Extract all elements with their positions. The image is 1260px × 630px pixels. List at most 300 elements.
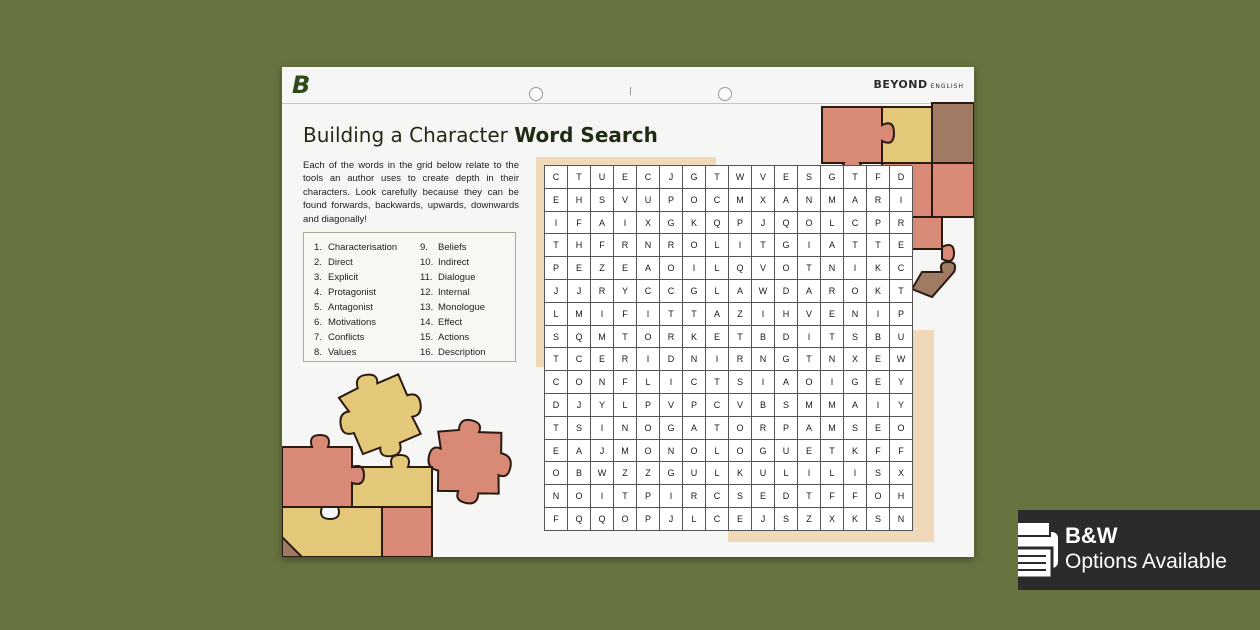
grid-cell: Z bbox=[637, 462, 660, 485]
word-list-item bbox=[314, 270, 397, 285]
grid-cell: O bbox=[775, 257, 798, 280]
grid-cell: S bbox=[591, 189, 614, 212]
grid-cell: D bbox=[890, 166, 913, 189]
page-title bbox=[303, 123, 658, 147]
word-list-item bbox=[420, 300, 486, 315]
grid-cell: Y bbox=[890, 394, 913, 417]
word-list-item bbox=[420, 270, 486, 285]
grid-cell: G bbox=[660, 212, 683, 235]
grid-cell: Z bbox=[729, 303, 752, 326]
word-list-item bbox=[314, 330, 397, 345]
grid-cell: D bbox=[775, 326, 798, 349]
grid-cell: U bbox=[637, 189, 660, 212]
grid-cell: P bbox=[890, 303, 913, 326]
grid-cell: B bbox=[568, 462, 591, 485]
word-text: Dialogue bbox=[438, 272, 476, 283]
word-text: Explicit bbox=[328, 272, 359, 283]
word-text: Protagonist bbox=[328, 287, 377, 298]
grid-cell: U bbox=[683, 462, 706, 485]
grid-cell: D bbox=[660, 348, 683, 371]
word-list-column-2 bbox=[420, 240, 486, 360]
word-text: Characterisation bbox=[328, 242, 398, 253]
grid-cell: S bbox=[867, 508, 890, 531]
grid-cell: O bbox=[568, 485, 591, 508]
grid-cell: F bbox=[867, 166, 890, 189]
grid-cell: I bbox=[890, 189, 913, 212]
title-bold: Word Search bbox=[514, 123, 658, 147]
word-text: Description bbox=[438, 347, 486, 358]
grid-cell: G bbox=[821, 166, 844, 189]
grid-cell: K bbox=[844, 508, 867, 531]
word-list-item bbox=[314, 345, 397, 360]
grid-cell: T bbox=[729, 326, 752, 349]
grid-cell: G bbox=[752, 440, 775, 463]
grid-cell: U bbox=[775, 440, 798, 463]
grid-cell: A bbox=[844, 189, 867, 212]
grid-cell: V bbox=[752, 257, 775, 280]
grid-cell: C bbox=[706, 394, 729, 417]
grid-cell: T bbox=[752, 234, 775, 257]
grid-cell: O bbox=[683, 189, 706, 212]
grid-cell: L bbox=[545, 303, 568, 326]
grid-cell: T bbox=[798, 257, 821, 280]
word-number: 6. bbox=[314, 317, 322, 328]
grid-cell: N bbox=[821, 257, 844, 280]
grid-cell: T bbox=[683, 303, 706, 326]
grid-cell: S bbox=[844, 326, 867, 349]
bw-options-badge bbox=[1018, 510, 1260, 590]
puzzle-piece-pink-icon bbox=[421, 413, 518, 510]
word-number: 15. bbox=[420, 332, 434, 343]
grid-cell: I bbox=[591, 303, 614, 326]
grid-cell: O bbox=[729, 440, 752, 463]
brand-main: BEYOND bbox=[873, 78, 928, 91]
grid-cell: O bbox=[729, 417, 752, 440]
grid-cell: N bbox=[752, 348, 775, 371]
grid-cell: M bbox=[798, 394, 821, 417]
grid-cell: N bbox=[821, 348, 844, 371]
grid-cell: M bbox=[821, 417, 844, 440]
grid-cell: U bbox=[752, 462, 775, 485]
grid-cell: E bbox=[568, 257, 591, 280]
brand-sub: ENGLISH bbox=[930, 83, 964, 90]
grid-cell: L bbox=[706, 257, 729, 280]
grid-cell: L bbox=[775, 462, 798, 485]
word-list-item bbox=[420, 255, 486, 270]
grid-cell: R bbox=[821, 280, 844, 303]
grid-cell: W bbox=[890, 348, 913, 371]
grid-cell: G bbox=[660, 417, 683, 440]
grid-cell: P bbox=[637, 508, 660, 531]
grid-cell: S bbox=[844, 417, 867, 440]
grid-cell: R bbox=[867, 189, 890, 212]
grid-cell: I bbox=[798, 234, 821, 257]
grid-cell: S bbox=[798, 166, 821, 189]
grid-cell: Y bbox=[614, 280, 637, 303]
grid-cell: J bbox=[568, 280, 591, 303]
grid-cell: Q bbox=[568, 326, 591, 349]
grid-cell: N bbox=[591, 371, 614, 394]
grid-cell: S bbox=[775, 508, 798, 531]
grid-cell: U bbox=[591, 166, 614, 189]
grid-cell: N bbox=[798, 189, 821, 212]
grid-cell: D bbox=[545, 394, 568, 417]
grid-cell: K bbox=[683, 326, 706, 349]
grid-cell: T bbox=[890, 280, 913, 303]
word-number: 14. bbox=[420, 317, 434, 328]
grid-cell: L bbox=[821, 462, 844, 485]
grid-cell: C bbox=[683, 371, 706, 394]
grid-cell: H bbox=[775, 303, 798, 326]
grid-cell: S bbox=[729, 371, 752, 394]
grid-cell: I bbox=[660, 371, 683, 394]
grid-cell: E bbox=[545, 440, 568, 463]
grid-cell: C bbox=[890, 257, 913, 280]
word-text: Indirect bbox=[438, 257, 470, 268]
grid-cell: J bbox=[591, 440, 614, 463]
grid-cell: Q bbox=[729, 257, 752, 280]
grid-cell: B bbox=[752, 326, 775, 349]
worksheet-page bbox=[282, 67, 974, 557]
badge-title: B&W bbox=[1065, 523, 1118, 548]
grid-cell: A bbox=[706, 303, 729, 326]
word-number: 4. bbox=[314, 287, 322, 298]
grid-cell: L bbox=[637, 371, 660, 394]
grid-cell: D bbox=[775, 280, 798, 303]
grid-cell: H bbox=[890, 485, 913, 508]
grid-cell: X bbox=[752, 189, 775, 212]
grid-cell: I bbox=[614, 212, 637, 235]
grid-cell: O bbox=[798, 212, 821, 235]
grid-cell: R bbox=[614, 348, 637, 371]
grid-cell: W bbox=[591, 462, 614, 485]
instructions-text: Each of the words in the grid below relate to the tools an author uses to create depth in their characters. Look carefully because they can be found forwards, backwards, upwards, downwards and diagonally! bbox=[303, 160, 519, 225]
grid-cell: Q bbox=[591, 508, 614, 531]
grid-cell: C bbox=[844, 212, 867, 235]
word-text: Conflicts bbox=[328, 332, 365, 343]
grid-cell: I bbox=[683, 257, 706, 280]
word-list-item bbox=[314, 315, 397, 330]
word-text: Motivations bbox=[328, 317, 377, 328]
grid-cell: E bbox=[821, 303, 844, 326]
grid-cell: W bbox=[729, 166, 752, 189]
grid-cell: G bbox=[660, 462, 683, 485]
grid-cell: F bbox=[545, 508, 568, 531]
grid-cell: S bbox=[729, 485, 752, 508]
grid-cell: S bbox=[568, 417, 591, 440]
word-number: 5. bbox=[314, 302, 322, 313]
grid-cell: N bbox=[660, 440, 683, 463]
grid-cell: S bbox=[867, 462, 890, 485]
grid-cell: R bbox=[752, 417, 775, 440]
grid-cell: N bbox=[614, 417, 637, 440]
word-number: 8. bbox=[314, 347, 322, 358]
grid-cell: R bbox=[729, 348, 752, 371]
word-text: Values bbox=[328, 347, 357, 358]
grid-cell: T bbox=[706, 417, 729, 440]
grid-cell: I bbox=[798, 462, 821, 485]
grid-cell: W bbox=[752, 280, 775, 303]
word-number: 3. bbox=[314, 272, 322, 283]
grid-cell: P bbox=[637, 485, 660, 508]
grid-cell: R bbox=[591, 280, 614, 303]
grid-cell: F bbox=[821, 485, 844, 508]
grid-cell: Z bbox=[591, 257, 614, 280]
grid-cell: O bbox=[660, 257, 683, 280]
grid-cell: I bbox=[752, 303, 775, 326]
grid-cell: F bbox=[867, 440, 890, 463]
grid-cell: A bbox=[568, 440, 591, 463]
grid-cell: X bbox=[844, 348, 867, 371]
grid-cell: R bbox=[890, 212, 913, 235]
grid-cell: A bbox=[683, 417, 706, 440]
grid-cell: A bbox=[591, 212, 614, 235]
grid-cell: A bbox=[798, 280, 821, 303]
grid-cell: X bbox=[637, 212, 660, 235]
grid-cell: P bbox=[683, 394, 706, 417]
word-list-item bbox=[420, 315, 486, 330]
grid-cell: L bbox=[821, 212, 844, 235]
grid-cell: L bbox=[706, 234, 729, 257]
grid-cell: T bbox=[844, 234, 867, 257]
grid-cell: M bbox=[821, 189, 844, 212]
grid-cell: A bbox=[844, 394, 867, 417]
grid-cell: I bbox=[798, 326, 821, 349]
grid-cell: O bbox=[890, 417, 913, 440]
grid-cell: E bbox=[614, 257, 637, 280]
grid-cell: O bbox=[637, 417, 660, 440]
grid-cell: J bbox=[752, 508, 775, 531]
grid-cell: C bbox=[545, 371, 568, 394]
grid-cell: Z bbox=[798, 508, 821, 531]
grid-cell: I bbox=[844, 462, 867, 485]
grid-cell: C bbox=[637, 280, 660, 303]
grid-cell: E bbox=[775, 166, 798, 189]
grid-cell: O bbox=[614, 508, 637, 531]
grid-cell: J bbox=[752, 212, 775, 235]
grid-cell: I bbox=[591, 485, 614, 508]
word-list-item bbox=[314, 255, 397, 270]
grid-cell: K bbox=[844, 440, 867, 463]
word-number: 10. bbox=[420, 257, 434, 268]
grid-cell: O bbox=[545, 462, 568, 485]
grid-cell: T bbox=[614, 485, 637, 508]
grid-cell: Y bbox=[890, 371, 913, 394]
grid-cell: I bbox=[752, 371, 775, 394]
word-list-item bbox=[314, 240, 397, 255]
grid-cell: C bbox=[568, 348, 591, 371]
grid-cell: O bbox=[867, 485, 890, 508]
grid-cell: E bbox=[545, 189, 568, 212]
grid-cell: F bbox=[614, 303, 637, 326]
grid-cell: A bbox=[637, 257, 660, 280]
grid-cell: I bbox=[729, 234, 752, 257]
logo-icon: B bbox=[292, 71, 311, 99]
grid-cell: M bbox=[614, 440, 637, 463]
grid-cell: G bbox=[683, 280, 706, 303]
word-list-item bbox=[314, 300, 397, 315]
word-text: Effect bbox=[438, 317, 463, 328]
grid-cell: E bbox=[614, 166, 637, 189]
grid-cell: E bbox=[867, 348, 890, 371]
grid-cell: V bbox=[752, 166, 775, 189]
grid-cell: L bbox=[706, 280, 729, 303]
grid-cell: E bbox=[867, 417, 890, 440]
grid-cell: T bbox=[821, 440, 844, 463]
grid-cell: L bbox=[614, 394, 637, 417]
grid-cell: R bbox=[660, 234, 683, 257]
word-text: Antagonist bbox=[328, 302, 373, 313]
grid-cell: Q bbox=[706, 212, 729, 235]
word-number: 12. bbox=[420, 287, 434, 298]
grid-cell: F bbox=[890, 440, 913, 463]
grid-cell: F bbox=[568, 212, 591, 235]
grid-cell: J bbox=[545, 280, 568, 303]
grid-cell: S bbox=[545, 326, 568, 349]
printer-icon bbox=[1018, 518, 1062, 582]
grid-cell: E bbox=[867, 371, 890, 394]
grid-cell: T bbox=[821, 326, 844, 349]
grid-cell: E bbox=[798, 440, 821, 463]
grid-cell: C bbox=[637, 166, 660, 189]
grid-cell: A bbox=[775, 189, 798, 212]
grid-cell: C bbox=[706, 485, 729, 508]
word-list-item bbox=[420, 345, 486, 360]
grid-cell: E bbox=[591, 348, 614, 371]
grid-cell: D bbox=[775, 485, 798, 508]
grid-cell: M bbox=[591, 326, 614, 349]
title-regular: Building a Character bbox=[303, 123, 515, 147]
grid-cell: O bbox=[844, 280, 867, 303]
word-search-grid bbox=[544, 165, 912, 533]
grid-cell: K bbox=[729, 462, 752, 485]
grid-cell: N bbox=[637, 234, 660, 257]
grid-cell: N bbox=[683, 348, 706, 371]
grid-cell: P bbox=[775, 417, 798, 440]
grid-cell: V bbox=[729, 394, 752, 417]
grid-cell: T bbox=[545, 234, 568, 257]
grid-cell: E bbox=[729, 508, 752, 531]
grid-cell: G bbox=[775, 234, 798, 257]
grid-cell: T bbox=[660, 303, 683, 326]
grid-cell: X bbox=[890, 462, 913, 485]
grid-cell: N bbox=[844, 303, 867, 326]
grid-cell: A bbox=[798, 417, 821, 440]
word-text: Beliefs bbox=[438, 242, 467, 253]
grid-cell: I bbox=[867, 394, 890, 417]
grid-cell: J bbox=[660, 166, 683, 189]
grid-cell: E bbox=[752, 485, 775, 508]
grid-cell: C bbox=[706, 508, 729, 531]
word-number: 2. bbox=[314, 257, 322, 268]
grid-cell: O bbox=[798, 371, 821, 394]
grid-cell: P bbox=[867, 212, 890, 235]
grid-cell: J bbox=[660, 508, 683, 531]
word-text: Actions bbox=[438, 332, 470, 343]
word-number: 11. bbox=[420, 272, 433, 283]
grid-cell: P bbox=[637, 394, 660, 417]
grid-cell: N bbox=[545, 485, 568, 508]
grid-cell: C bbox=[545, 166, 568, 189]
grid-cell: T bbox=[568, 166, 591, 189]
grid-cell: V bbox=[660, 394, 683, 417]
grid-cell: I bbox=[591, 417, 614, 440]
grid-cell: S bbox=[775, 394, 798, 417]
grid-cell: E bbox=[706, 326, 729, 349]
grid-cell: H bbox=[568, 189, 591, 212]
grid-cell: P bbox=[660, 189, 683, 212]
grid-cell: K bbox=[867, 257, 890, 280]
word-number: 9. bbox=[420, 242, 428, 253]
grid-cell: X bbox=[821, 508, 844, 531]
word-list-item bbox=[420, 330, 486, 345]
grid-cell: G bbox=[775, 348, 798, 371]
grid-cell: Z bbox=[614, 462, 637, 485]
grid-cell: B bbox=[867, 326, 890, 349]
grid-cell: U bbox=[890, 326, 913, 349]
grid-cell: T bbox=[798, 485, 821, 508]
grid-cell: I bbox=[660, 485, 683, 508]
grid-cell: V bbox=[614, 189, 637, 212]
word-number: 13. bbox=[420, 302, 434, 313]
grid-cell: T bbox=[706, 371, 729, 394]
puzzle-cluster-bottom-left-icon bbox=[282, 435, 432, 557]
grid-cell: V bbox=[798, 303, 821, 326]
grid-cell: Q bbox=[775, 212, 798, 235]
grid-cell: O bbox=[637, 440, 660, 463]
grid-cell: R bbox=[683, 485, 706, 508]
grid-cell: Y bbox=[591, 394, 614, 417]
grid-cell: N bbox=[890, 508, 913, 531]
grid-cell: M bbox=[568, 303, 591, 326]
grid-cell: J bbox=[568, 394, 591, 417]
grid-cell: T bbox=[545, 348, 568, 371]
grid-cell: T bbox=[614, 326, 637, 349]
grid-cell: O bbox=[568, 371, 591, 394]
grid-cell: C bbox=[660, 280, 683, 303]
grid-cell: F bbox=[844, 485, 867, 508]
grid-cell: K bbox=[683, 212, 706, 235]
word-text: Monologue bbox=[438, 302, 486, 313]
grid-cell: I bbox=[545, 212, 568, 235]
grid-cell: K bbox=[867, 280, 890, 303]
grid-cell: Q bbox=[568, 508, 591, 531]
grid-cell: A bbox=[729, 280, 752, 303]
grid-cell: O bbox=[683, 234, 706, 257]
grid-cell: E bbox=[890, 234, 913, 257]
word-number: 16. bbox=[420, 347, 434, 358]
word-list-box bbox=[303, 232, 516, 362]
grid-cell: I bbox=[637, 303, 660, 326]
grid-cell: L bbox=[683, 508, 706, 531]
badge-subtitle: Options Available bbox=[1065, 550, 1227, 573]
word-list-item bbox=[314, 285, 397, 300]
grid-cell: M bbox=[729, 189, 752, 212]
grid-cell: G bbox=[683, 166, 706, 189]
grid-cell: R bbox=[660, 326, 683, 349]
word-list-item bbox=[420, 240, 486, 255]
letter-grid bbox=[544, 165, 912, 531]
grid-cell: M bbox=[821, 394, 844, 417]
grid-cell: I bbox=[867, 303, 890, 326]
grid-cell: I bbox=[821, 371, 844, 394]
grid-cell: F bbox=[591, 234, 614, 257]
grid-cell: O bbox=[637, 326, 660, 349]
word-text: Direct bbox=[328, 257, 353, 268]
word-list-item bbox=[420, 285, 486, 300]
grid-cell: A bbox=[821, 234, 844, 257]
word-list-column-1 bbox=[314, 240, 397, 360]
